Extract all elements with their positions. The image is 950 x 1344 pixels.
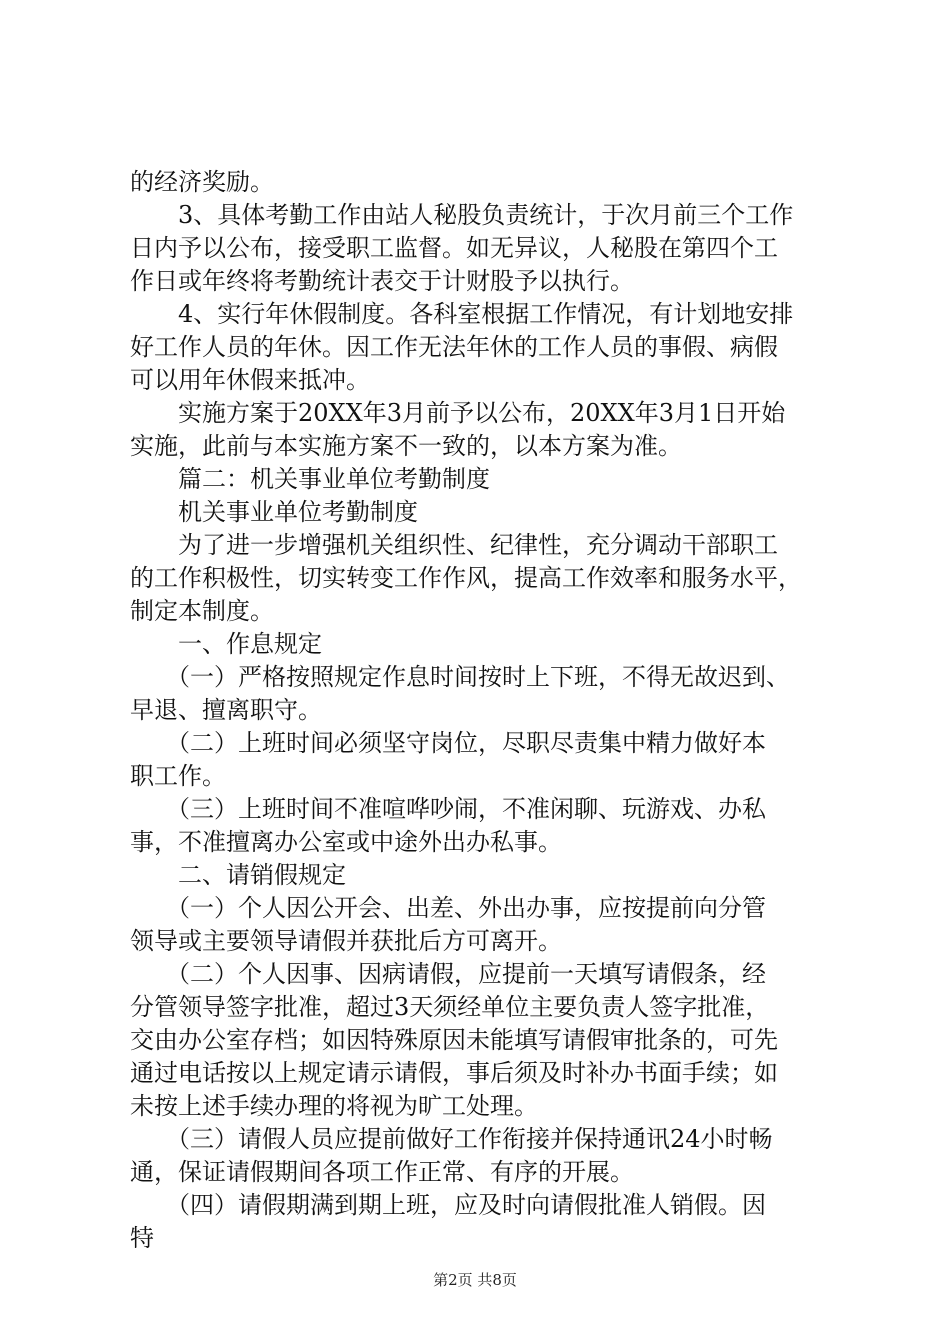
text-line: 早退、擅离职守。 — [130, 696, 322, 724]
text-line: 实施，此前与本实施方案不一致的，以本方案为准。 — [130, 432, 682, 460]
text-line: （一）个人因公开会、出差、外出办事，应按提前向分管 — [130, 894, 766, 922]
text-line: 制定本制度。 — [130, 597, 274, 625]
text-line: 可以用年休假来抵冲。 — [130, 366, 370, 394]
section-heading: 篇二：机关事业单位考勤制度 — [130, 465, 490, 493]
text-line: 好工作人员的年休。因工作无法年休的工作人员的事假、病假 — [130, 333, 778, 361]
body-text — [130, 166, 830, 1255]
text-line: （一）严格按照规定作息时间按时上下班，不得无故迟到、 — [130, 663, 790, 691]
text-line: 3、具体考勤工作由站人秘股负责统计，于次月前三个工作 — [130, 201, 794, 229]
text-line: 日内予以公布，接受职工监督。如无异议，人秘股在第四个工 — [130, 234, 778, 262]
text-line: （三）上班时间不准喧哗吵闹，不准闲聊、玩游戏、办私 — [130, 795, 766, 823]
text-line: 通，保证请假期间各项工作正常、有序的开展。 — [130, 1158, 634, 1186]
text-line: 事，不准擅离办公室或中途外出办私事。 — [130, 828, 562, 856]
document-title: 机关事业单位考勤制度 — [130, 498, 418, 526]
text-line: 4、实行年休假制度。各科室根据工作情况，有计划地安排 — [130, 300, 794, 328]
text-line: 作日或年终将考勤统计表交于计财股予以执行。 — [130, 267, 634, 295]
text-line: 实施方案于20XX年3月前予以公布，20XX年3月1日开始 — [130, 399, 786, 427]
text-line: 交由办公室存档；如因特殊原因未能填写请假审批条的，可先 — [130, 1026, 778, 1054]
section-heading: 二、请销假规定 — [130, 861, 346, 889]
text-line: 分管领导签字批准，超过3天须经单位主要负责人签字批准， — [130, 993, 770, 1021]
text-line: （二）上班时间必须坚守岗位，尽职尽责集中精力做好本 — [130, 729, 766, 757]
text-line: 未按上述手续办理的将视为旷工处理。 — [130, 1092, 538, 1120]
text-line: 特 — [130, 1224, 154, 1252]
section-heading: 一、作息规定 — [130, 630, 322, 658]
text-line: 职工作。 — [130, 762, 226, 790]
text-line: 领导或主要领导请假并获批后方可离开。 — [130, 927, 562, 955]
text-line: （二）个人因事、因病请假，应提前一天填写请假条，经 — [130, 960, 766, 988]
text-line: 的工作积极性，切实转变工作作风，提高工作效率和服务水平， — [130, 564, 802, 592]
text-line: （三）请假人员应提前做好工作衔接并保持通讯24小时畅 — [130, 1125, 773, 1153]
text-line: 通过电话按以上规定请示请假，事后须及时补办书面手续；如 — [130, 1059, 778, 1087]
page-footer: 第2页 共8页 — [433, 1271, 517, 1289]
text-line: （四）请假期满到期上班，应及时向请假批准人销假。因 — [130, 1191, 766, 1219]
text-line: 的经济奖励。 — [130, 168, 274, 196]
text-line: 为了进一步增强机关组织性、纪律性，充分调动干部职工 — [130, 531, 778, 559]
